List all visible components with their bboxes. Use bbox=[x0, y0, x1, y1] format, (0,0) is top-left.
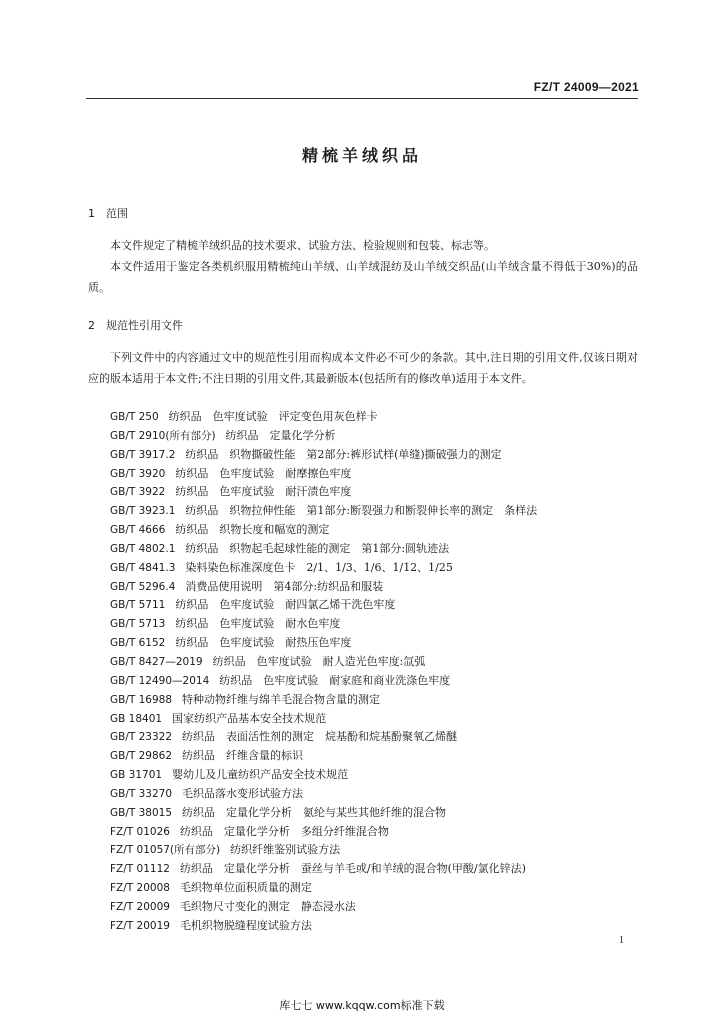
reference-code: FZ/T 01057(所有部分) bbox=[110, 844, 221, 857]
reference-item bbox=[110, 672, 537, 691]
reference-item bbox=[110, 804, 537, 823]
reference-item bbox=[110, 898, 537, 917]
reference-item bbox=[110, 841, 537, 860]
reference-item bbox=[110, 465, 537, 484]
reference-item bbox=[110, 578, 537, 597]
reference-title: 纺织品 色牢度试验 耐人造光色牢度:氙弧 bbox=[212, 654, 426, 668]
reference-title: 纺织品 织物长度和幅宽的测定 bbox=[175, 523, 330, 537]
reference-title: 国家纺织产品基本安全技术规范 bbox=[172, 711, 327, 725]
reference-code: GB/T 5296.4 bbox=[110, 580, 176, 593]
section-2-title: 规范性引用文件 bbox=[106, 319, 183, 332]
reference-title: 毛织物尺寸变化的测定 静态浸水法 bbox=[179, 899, 356, 913]
reference-title: 纺织品 定量化学分析 蚕丝与羊毛或/和羊绒的混合物(甲酸/氯化锌法) bbox=[179, 862, 526, 876]
reference-title: 纺织品 织物撕破性能 第2部分:裤形试样(单缝)撕破强力的测定 bbox=[185, 447, 502, 461]
reference-item bbox=[110, 559, 537, 578]
page-number: 1 bbox=[619, 935, 624, 946]
reference-code: GB/T 4841.3 bbox=[110, 561, 176, 574]
reference-code: GB/T 3917.2 bbox=[110, 448, 176, 461]
reference-code: GB/T 23322 bbox=[110, 731, 173, 744]
reference-item bbox=[110, 596, 537, 615]
reference-code: GB/T 3920 bbox=[110, 467, 166, 480]
header-rule bbox=[86, 98, 638, 99]
reference-code: GB/T 5713 bbox=[110, 618, 166, 631]
reference-code: GB/T 38015 bbox=[110, 806, 173, 819]
reference-item bbox=[110, 860, 537, 879]
section-1-paragraph-1: 本文件规定了精梳羊绒织品的技术要求、试验方法、检验规则和包装、标志等。 bbox=[110, 239, 495, 252]
reference-code: GB/T 3923.1 bbox=[110, 505, 176, 518]
document-title: 精梳羊绒织品 bbox=[301, 146, 422, 165]
reference-title: 婴幼儿及儿童纺织产品安全技术规范 bbox=[172, 768, 349, 782]
reference-item bbox=[110, 785, 537, 804]
reference-code: GB/T 5711 bbox=[110, 599, 166, 612]
reference-title: 纺织品 色牢度试验 评定变色用灰色样卡 bbox=[168, 410, 378, 423]
section-1-paragraph-2: 本文件适用于鉴定各类机织服用精梳纯山羊绒、山羊绒混纺及山羊绒交织品(山羊绒含量不得低于30%)的品质。 bbox=[88, 260, 638, 294]
reference-item bbox=[110, 427, 537, 446]
section-2-paragraph-1: 下列文件中的内容通过文中的规范性引用而构成本文件必不可少的条款。其中,注日期的引用文件,仅该日期对应的版本适用于本文件;不注日期的引用文件,其最新版本(包括所有的修改单)适用于本文件。 bbox=[88, 351, 638, 385]
reference-code: FZ/T 01112 bbox=[110, 863, 170, 876]
reference-title: 纺织品 色牢度试验 耐热压色牢度 bbox=[175, 636, 352, 650]
reference-item bbox=[110, 653, 537, 672]
reference-code: FZ/T 20008 bbox=[110, 882, 170, 895]
reference-title: 纺织品 色牢度试验 耐水色牢度 bbox=[175, 617, 341, 631]
section-2-heading bbox=[88, 317, 183, 333]
reference-code: GB/T 29862 bbox=[110, 750, 173, 763]
reference-title: 纺织纤维鉴别试验方法 bbox=[230, 843, 341, 857]
reference-title: 消费品使用说明 第4部分:纺织品和服装 bbox=[185, 579, 384, 593]
reference-code: GB 31701 bbox=[110, 769, 163, 782]
reference-code: GB/T 33270 bbox=[110, 787, 173, 800]
watermark-footer: 库七七 www.kqqw.com标准下载 bbox=[279, 999, 445, 1012]
reference-code: GB/T 2910(所有部分) bbox=[110, 429, 216, 442]
section-1-title: 范围 bbox=[106, 207, 128, 220]
section-1-number: 1 bbox=[88, 207, 95, 220]
reference-code: FZ/T 01026 bbox=[110, 825, 170, 838]
reference-title: 纺织品 色牢度试验 耐家庭和商业洗涤色牢度 bbox=[219, 673, 451, 687]
reference-title: 毛织品落水变形试验方法 bbox=[182, 786, 304, 800]
reference-item bbox=[110, 408, 537, 427]
reference-title: 纺织品 色牢度试验 耐四氯乙烯干洗色牢度 bbox=[175, 598, 396, 612]
reference-code: GB/T 16988 bbox=[110, 693, 173, 706]
reference-item bbox=[110, 483, 537, 502]
reference-item bbox=[110, 728, 537, 747]
reference-item bbox=[110, 879, 537, 898]
reference-item bbox=[110, 540, 537, 559]
reference-item bbox=[110, 917, 537, 936]
reference-item bbox=[110, 747, 537, 766]
reference-code: GB/T 3922 bbox=[110, 486, 166, 499]
reference-code: GB/T 6152 bbox=[110, 637, 166, 650]
reference-code: GB/T 250 bbox=[110, 411, 159, 423]
section-2-number: 2 bbox=[88, 319, 95, 332]
reference-code: GB/T 4666 bbox=[110, 524, 166, 537]
reference-item bbox=[110, 634, 537, 653]
reference-code: FZ/T 20019 bbox=[110, 919, 170, 932]
reference-title: 毛织物单位面积质量的测定 bbox=[179, 881, 312, 895]
reference-title: 纺织品 色牢度试验 耐汗渍色牢度 bbox=[175, 485, 352, 499]
reference-title: 纺织品 定量化学分析 bbox=[225, 428, 336, 442]
reference-title: 染料染色标准深度色卡 2/1、1/3、1/6、1/12、1/25 bbox=[185, 560, 453, 574]
reference-code: GB/T 4802.1 bbox=[110, 542, 176, 555]
reference-title: 毛机织物脱缝程度试验方法 bbox=[179, 918, 312, 932]
normative-references-list bbox=[110, 408, 537, 936]
reference-title: 纺织品 织物起毛起球性能的测定 第1部分:圆轨迹法 bbox=[185, 541, 450, 555]
reference-item bbox=[110, 823, 537, 842]
reference-code: GB/T 12490—2014 bbox=[110, 674, 210, 687]
reference-item bbox=[110, 710, 537, 729]
reference-item bbox=[110, 615, 537, 634]
reference-title: 纺织品 表面活性剂的测定 烷基酚和烷基酚聚氧乙烯醚 bbox=[182, 730, 458, 744]
reference-code: FZ/T 20009 bbox=[110, 900, 170, 913]
reference-item bbox=[110, 446, 537, 465]
reference-code: GB/T 8427—2019 bbox=[110, 655, 203, 668]
standard-code: FZ/T 24009—2021 bbox=[533, 80, 639, 94]
reference-title: 纺织品 织物拉伸性能 第1部分:断裂强力和断裂伸长率的测定 条样法 bbox=[185, 504, 538, 518]
reference-item bbox=[110, 521, 537, 540]
reference-item bbox=[110, 502, 537, 521]
section-1-heading bbox=[88, 205, 128, 221]
reference-title: 特种动物纤维与绵羊毛混合物含量的测定 bbox=[182, 692, 381, 706]
reference-item bbox=[110, 766, 537, 785]
reference-title: 纺织品 定量化学分析 氨纶与某些其他纤维的混合物 bbox=[182, 805, 447, 819]
reference-code: GB 18401 bbox=[110, 712, 163, 725]
reference-title: 纺织品 色牢度试验 耐摩擦色牢度 bbox=[175, 466, 352, 480]
reference-item bbox=[110, 691, 537, 710]
reference-title: 纺织品 纤维含量的标识 bbox=[182, 749, 304, 763]
reference-title: 纺织品 定量化学分析 多组分纤维混合物 bbox=[179, 824, 389, 838]
